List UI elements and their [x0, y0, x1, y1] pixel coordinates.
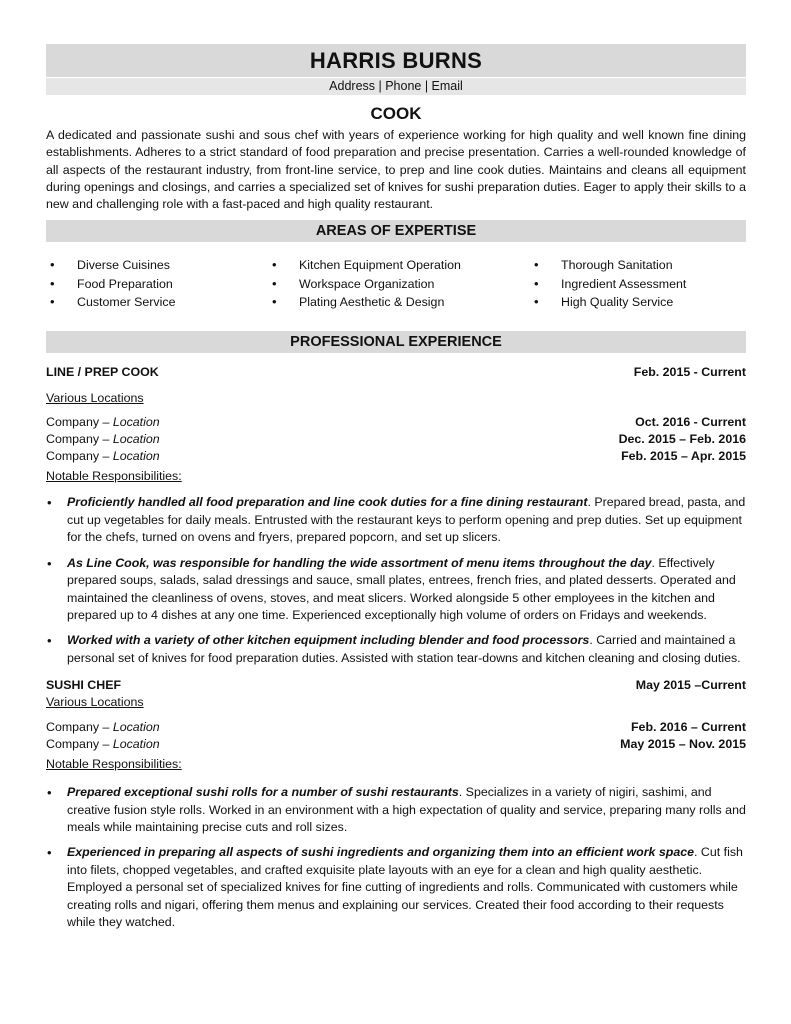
company-name: Company – Location — [46, 737, 160, 752]
candidate-name: HARRIS BURNS — [46, 44, 746, 77]
company-location: Location — [112, 737, 160, 752]
experience-heading: PROFESSIONAL EXPERIENCE — [46, 331, 746, 353]
company-location: Location — [112, 432, 160, 447]
company-row — [46, 414, 746, 431]
company-location: Location — [112, 415, 160, 430]
responsibilities-label: Notable Responsibilities: — [46, 757, 182, 772]
company-location: Location — [112, 720, 160, 735]
job-header — [46, 364, 746, 381]
job-locations: Various Locations — [46, 695, 144, 710]
company-row — [46, 431, 746, 448]
company-list — [46, 719, 746, 753]
expertise-item: • High Quality Service — [530, 293, 746, 312]
expertise-column — [530, 256, 746, 326]
job-title: SUSHI CHEF — [46, 678, 122, 693]
summary-paragraph: A dedicated and passionate sushi and sous chef with years of experience working for high quality and well known fine dining establishments. Adheres to a strict standard of food preparation and precise presentation. Carries a well-rounded knowledge of all aspects of the restaurant industry, from front-line service, to prep and line cook duties. Maintains and cleans all equipment during openings and closings, and carries a specialized set of knives for sushi preparation duties. Eager to apply their skills to a new and challenging role with a fast-paced and high quality restaurant. — [46, 128, 746, 212]
expertise-item: • Thorough Sanitation — [530, 256, 746, 275]
resume-title: COOK — [370, 104, 422, 123]
responsibility-item: • As Line Cook, was responsible for handling the wide assortment of menu items throughout the day. Effectively prepared soups, salads, salad dressings and sauce, small plates, entrees, french fries, and plated desserts. Operated and maintained the cleanliness of ovens, stoves, and meat slicers. Worked alongside 5 other employees in the kitchen and prepared up to 4 dishes at any one time. Experienced exceptionally high volume of orders on Fridays and weekends. — [46, 555, 746, 625]
job-locations: Various Locations — [46, 391, 144, 406]
expertise-heading: AREAS OF EXPERTISE — [46, 220, 746, 242]
job-entry — [46, 677, 746, 931]
contact-line: Address | Phone | Email — [46, 78, 746, 95]
responsibilities-label: Notable Responsibilities: — [46, 469, 182, 484]
expertise-item: • Kitchen Equipment Operation — [268, 256, 530, 275]
company-dates: May 2015 – Nov. 2015 — [620, 737, 746, 752]
expertise-list — [46, 256, 746, 326]
company-name: Company – Location — [46, 720, 160, 735]
job-header — [46, 677, 746, 694]
responsibility-item: • Prepared exceptional sushi rolls for a number of sushi restaurants. Specializes in a variety of nigiri, sashimi, and creative fusion style rolls. Worked in an environment with a high expectation of quality and service, preparing many rolls and meals while maintaining precise cuts and roll sizes. — [46, 784, 746, 836]
expertise-item: • Food Preparation — [46, 275, 268, 294]
expertise-column — [268, 256, 530, 326]
responsibility-list — [46, 784, 746, 931]
company-row — [46, 719, 746, 736]
job-title: LINE / PREP COOK — [46, 365, 159, 380]
company-dates: Feb. 2015 – Apr. 2015 — [621, 449, 746, 464]
responsibility-item: • Proficiently handled all food preparation and line cook duties for a fine dining restaurant. Prepared bread, pasta, and cut up vegetables for daily meals. Entrusted with the restaurant keys to perform opening and prep duties. Set up equipment for the chefs, turned on ovens and fryers, prepared popcorn, and set up slicers. — [46, 494, 746, 546]
expertise-item: • Workspace Organization — [268, 275, 530, 294]
company-row — [46, 736, 746, 753]
expertise-item: • Ingredient Assessment — [530, 275, 746, 294]
company-dates: Oct. 2016 - Current — [635, 415, 746, 430]
expertise-item: • Diverse Cuisines — [46, 256, 268, 275]
job-dates: May 2015 –Current — [635, 678, 746, 693]
company-name: Company – Location — [46, 415, 160, 430]
job-dates: Feb. 2015 - Current — [633, 365, 746, 380]
responsibility-item: • Experienced in preparing all aspects of sushi ingredients and organizing them into an efficient work space. Cut fish into filets, chopped vegetables, and crafted exquisite plate layouts with an eye for a clean and high quality aesthetic. Employed a personal set of specialized knives for fine cutting of ingredients and rolls. Communicated with customers while creating rolls and nigari, offering them menus and explaining our services. Created their food according to their requests while they watched. — [46, 844, 746, 931]
responsibility-list — [46, 494, 746, 667]
company-list — [46, 414, 746, 465]
company-dates: Dec. 2015 – Feb. 2016 — [618, 432, 746, 447]
expertise-item: • Customer Service — [46, 293, 268, 312]
expertise-column — [46, 256, 268, 326]
responsibility-item: • Worked with a variety of other kitchen equipment including blender and food processors. Carried and maintained a personal set of knives for food preparation duties. Assisted with station tear-downs and kitchen cleaning and closing duties. — [46, 632, 746, 667]
company-name: Company – Location — [46, 432, 160, 447]
expertise-item: • Plating Aesthetic & Design — [268, 293, 530, 312]
job-entry — [46, 364, 746, 667]
company-name: Company – Location — [46, 449, 160, 464]
company-location: Location — [112, 449, 160, 464]
company-row — [46, 448, 746, 465]
resume-page — [46, 44, 746, 931]
company-dates: Feb. 2016 – Current — [630, 720, 746, 735]
